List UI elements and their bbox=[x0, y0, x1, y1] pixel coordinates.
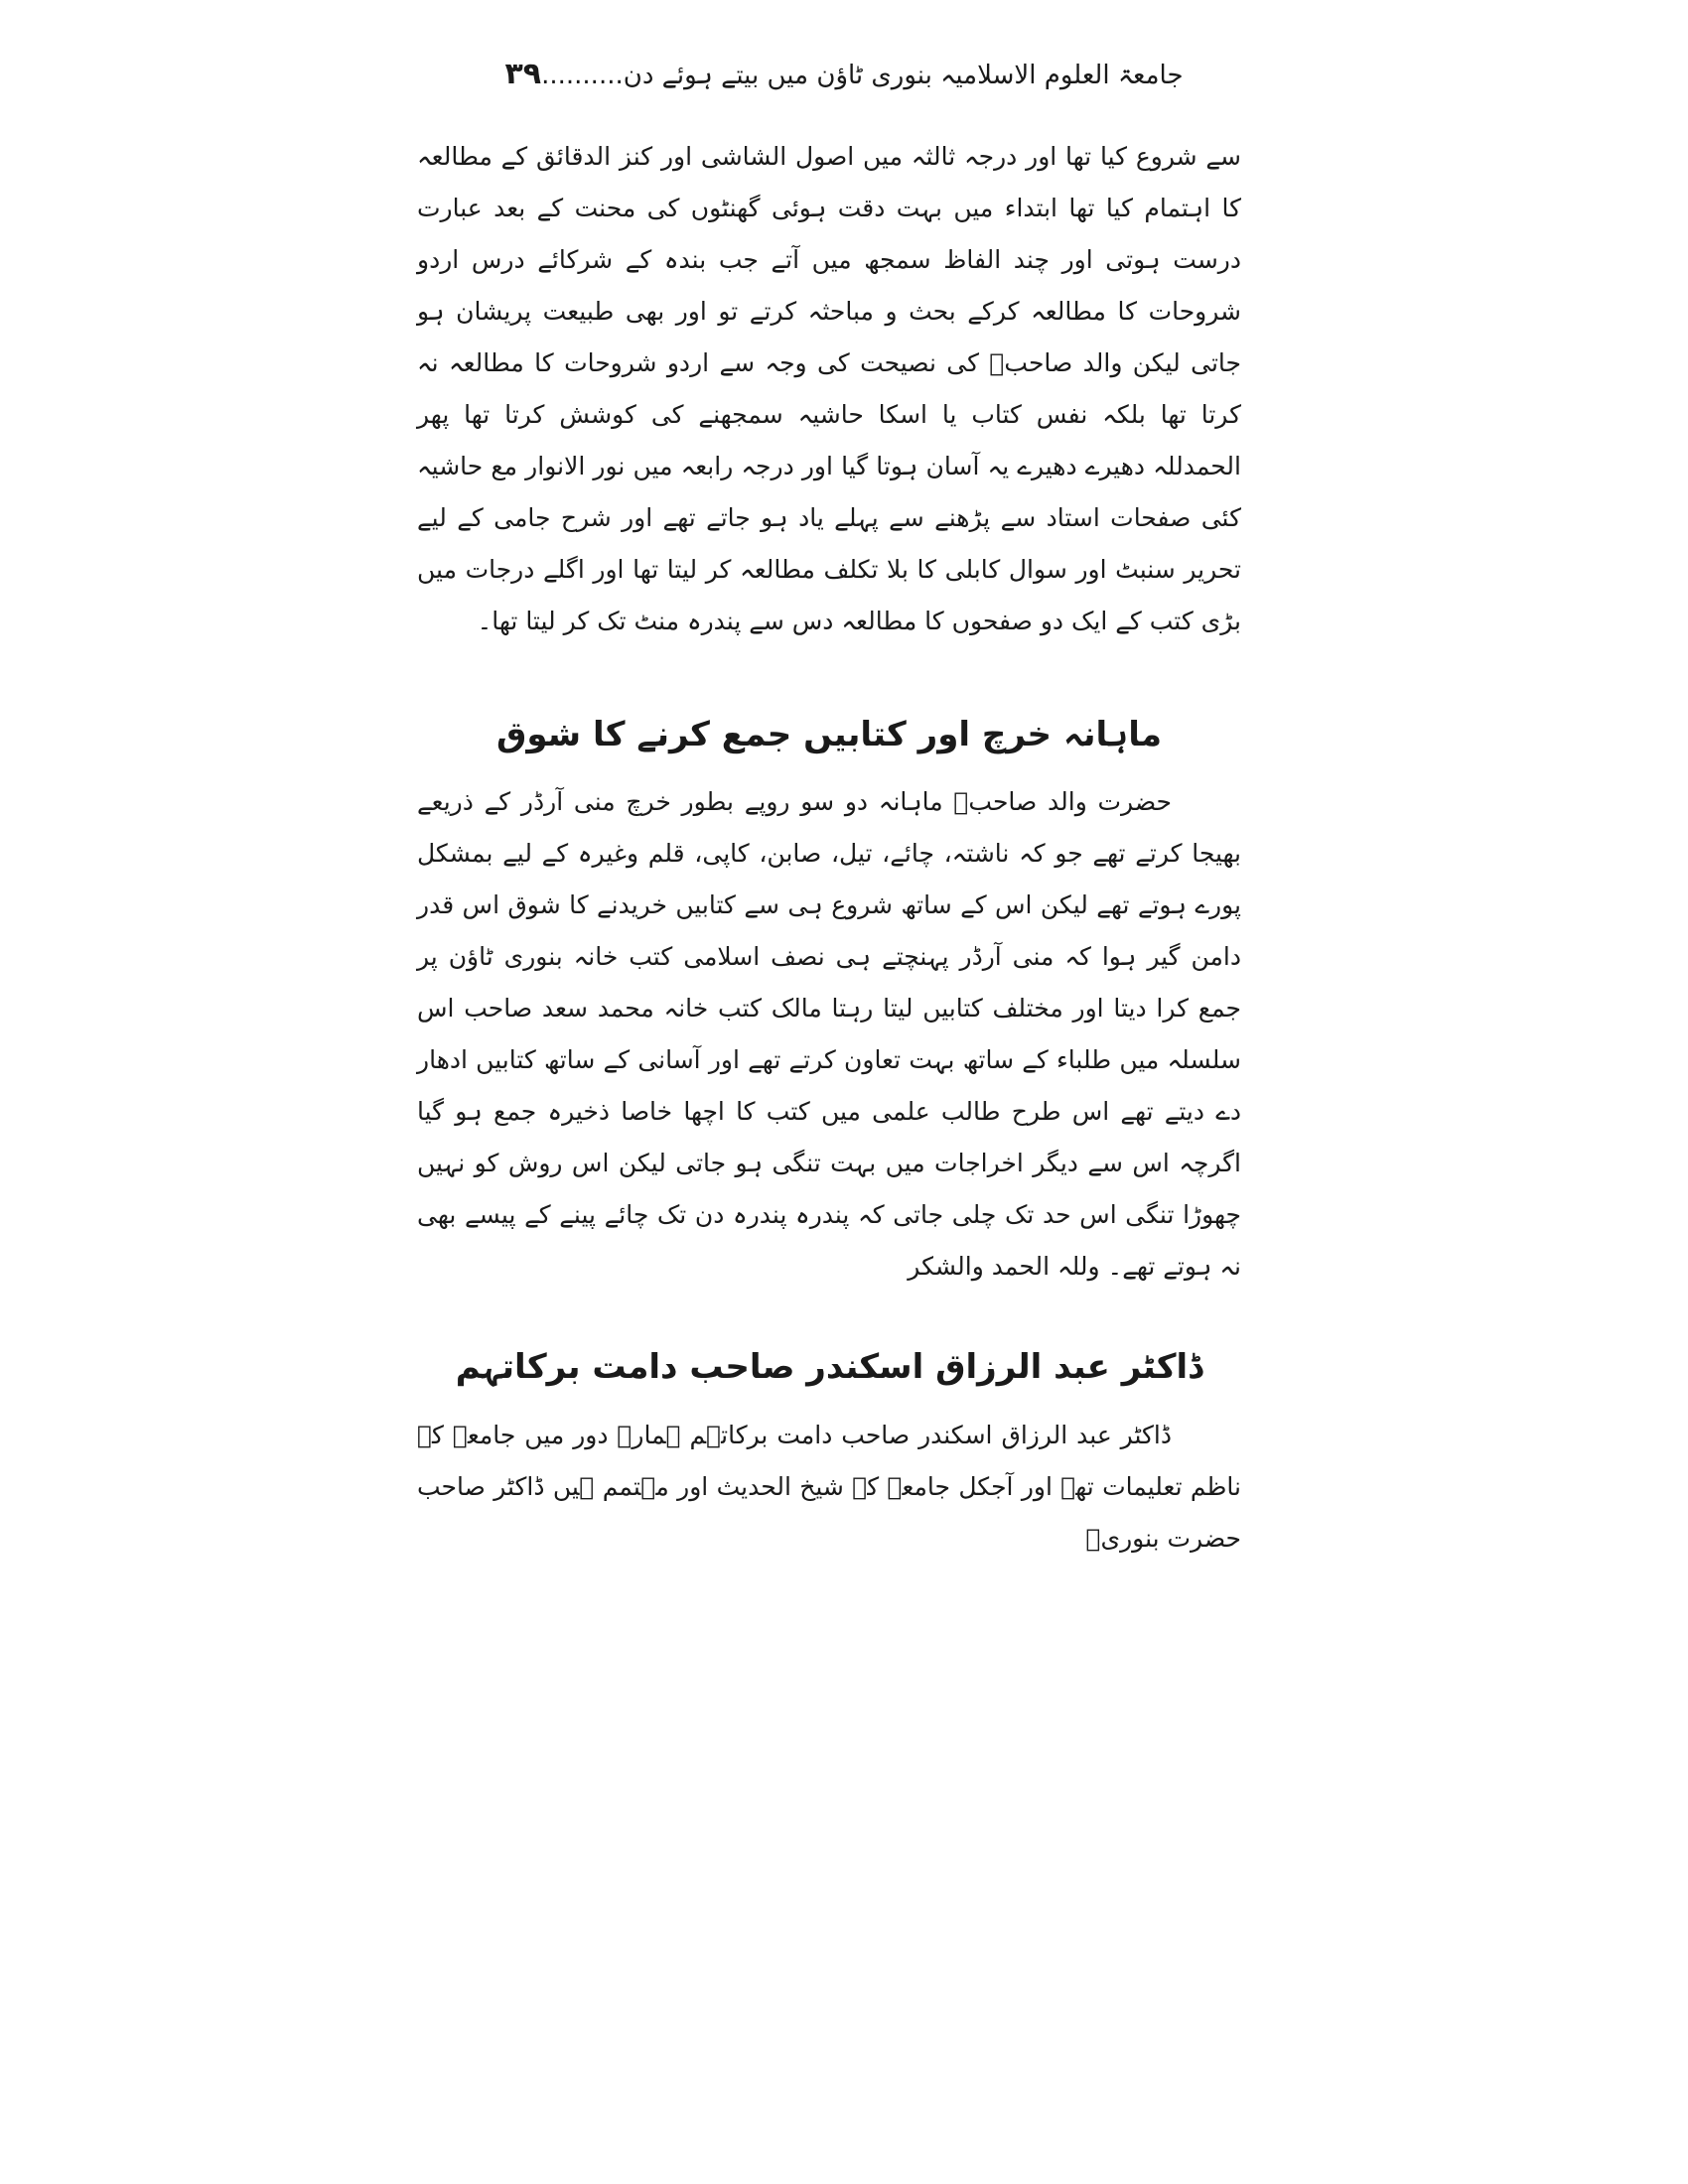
paragraph-block-1 bbox=[417, 131, 1241, 647]
paragraph-1: سے شروع کیا تھا اور درجہ ثالثہ میں اصول الشاشی اور کنز الدقائق کے مطالعہ کا اہتمام کیا تھا ابتداء میں بہت دقت ہوئی گھنٹوں کی محنت کے بعد عبارت درست ہوتی اور چند الفاظ سمجھ میں آتے جب بندہ کے شرکائے درس اردو شروحات کا مطالعہ کرکے بحث و مباحثہ کرتے تو اور بھی طبیعت پریشان ہو جاتی لیکن والد صاحبؒ کی نصیحت کی وجہ سے اردو شروحات کا مطالعہ نہ کرتا تھا بلکہ نفس کتاب یا اسکا حاشیہ سمجھنے کی کوشش کرتا تھا پھر الحمدللہ دھیرے دھیرے یہ آسان ہوتا گیا اور درجہ رابعہ میں نور الانوار مع حاشیہ کئی صفحات استاد سے پڑھنے سے پہلے یاد ہو جاتے تھے اور شرح جامی کے لیے تحریر سنبٹ اور سوال کابلی کا بلا تکلف مطالعہ کر لیتا تھا اور اگلے درجات میں بڑی کتب کے ایک دو صفحوں کا مطالعہ دس سے پندرہ منٹ تک کر لیتا تھا۔ bbox=[417, 142, 1241, 635]
header-dots: .......... bbox=[541, 61, 624, 90]
section-heading-1-wrapper bbox=[417, 703, 1241, 766]
section-heading-1: ماہانہ خرچ اور کتابیں جمع کرنے کا شوق bbox=[495, 715, 1163, 754]
page-number: ۳۹ bbox=[504, 57, 542, 91]
paragraph-block-3 bbox=[417, 1410, 1241, 1565]
running-header bbox=[417, 55, 1271, 95]
header-title: جامعۃ العلوم الاسلامیہ بنوری ٹاؤن میں بیتے ہوئے دن bbox=[623, 61, 1184, 90]
paragraph-block-2 bbox=[417, 776, 1241, 1293]
paragraph-2: حضرت والد صاحبؒ ماہانہ دو سو روپے بطور خرچ منی آرڈر کے ذریعے بھیجا کرتے تھے جو کہ ناشتہ، چائے، تیل، صابن، کاپی، قلم وغیرہ کے لیے بمشکل پورے ہوتے تھے لیکن اس کے ساتھ شروع ہی سے کتابیں خریدنے کا شوق اس قدر دامن گیر ہوا کہ منی آرڈر پہنچتے ہی نصف اسلامی کتب خانہ بنوری ٹاؤن پر جمع کرا دیتا اور مختلف کتابیں لیتا رہتا مالک کتب خانہ محمد سعد صاحب اس سلسلہ میں طلباء کے ساتھ بہت تعاون کرتے تھے اور آسانی کے ساتھ کتابیں ادھار دے دیتے تھے اس طرح طالب علمی میں کتب کا اچھا خاصا ذخیرہ جمع ہو گیا اگرچہ اس سے دیگر اخراجات میں بہت تنگی ہو جاتی لیکن اس روش کو نہیں چھوڑا تنگی اس حد تک چلی جاتی کہ پندرہ پندرہ دن تک چائے پینے کے پیسے بھی نہ ہوتے تھے۔ وللہ الحمد والشکر bbox=[417, 787, 1241, 1281]
paragraph-3: ڈاکٹر عبد الرزاق اسکندر صاحب دامت برکاتہم ہمارے دور میں جامعہ کے ناظم تعلیمات تھے اور آجکل جامعہ کے شیخ الحدیث اور مہتمم ہیں ڈاکٹر صاحب حضرت بنوریؒ bbox=[417, 1421, 1241, 1553]
section-heading-2: ڈاکٹر عبد الرزاق اسکندر صاحب دامت برکاتہم bbox=[455, 1347, 1203, 1387]
section-heading-2-wrapper bbox=[417, 1335, 1241, 1399]
